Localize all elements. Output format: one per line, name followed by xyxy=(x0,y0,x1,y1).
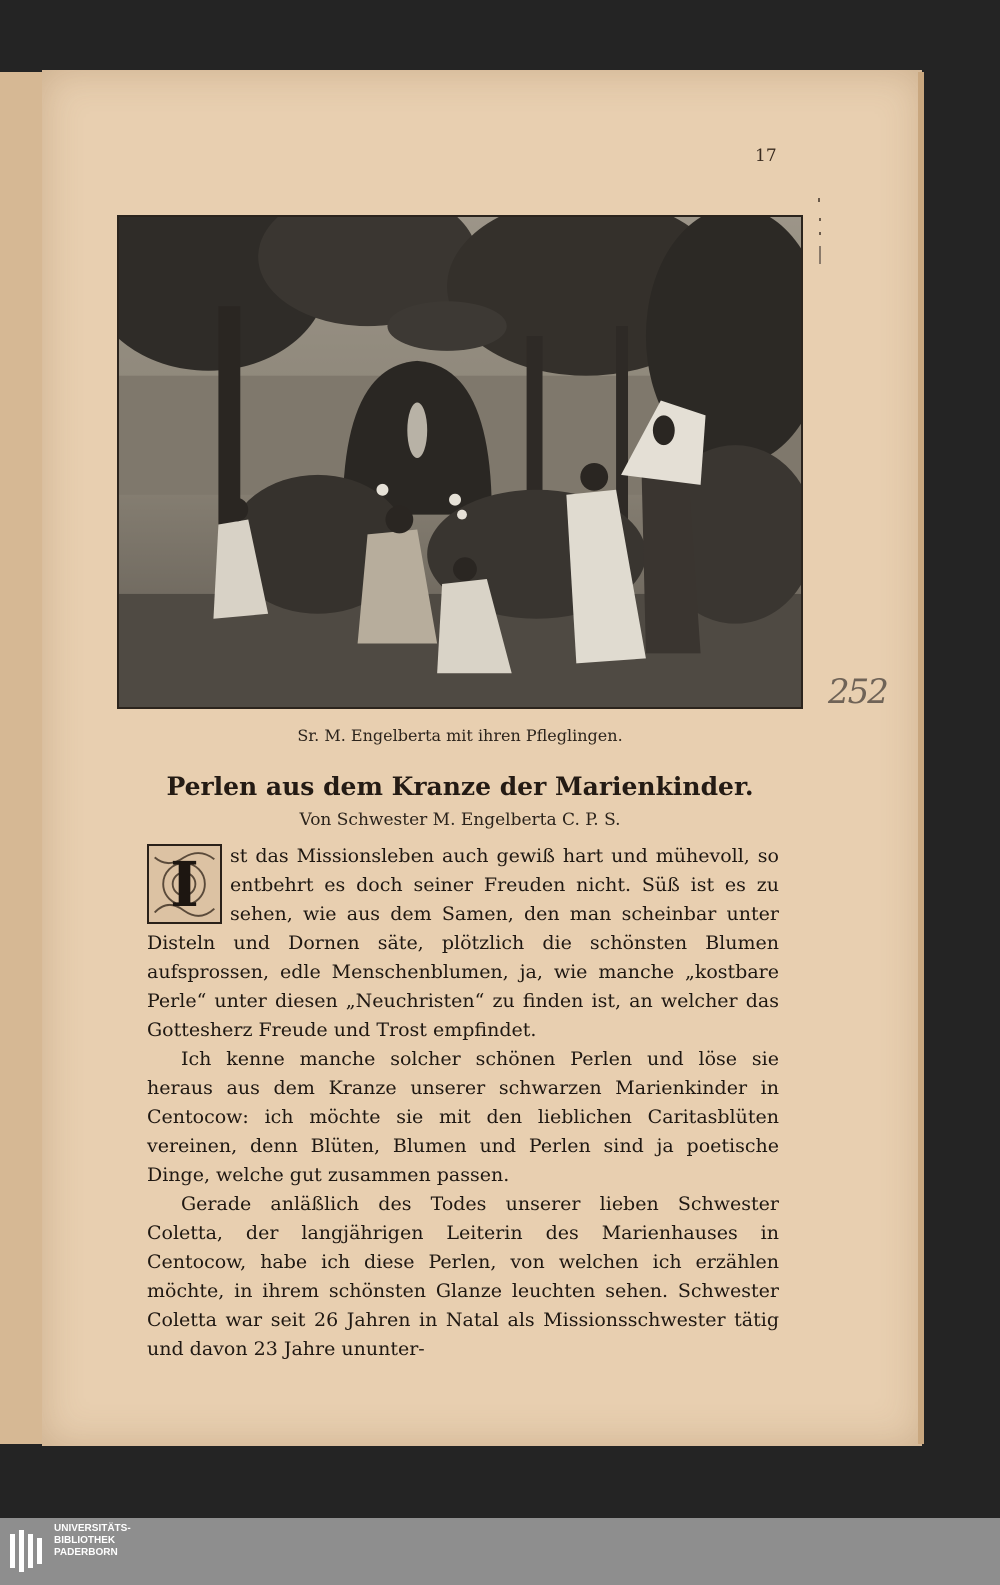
logo-line: UNIVERSITÄTS- xyxy=(54,1523,131,1534)
article-title: Perlen aus dem Kranze der Marienkinder. xyxy=(166,772,754,801)
ornamental-drop-cap xyxy=(147,844,222,924)
article-paragraph: Gerade anläßlich des Todes unserer lieben Schwester Coletta, der langjährigen Leiterin des Marienhauses in Centocow, habe ich diese Perlen, von welchen ich erzählen möchte, in ihrem schönsten Glanze leuchten sehen. Schwester Coletta war seit 26 Jahren in Natal als Missionsschwester tätig und davon 23 Jahre ununter- xyxy=(147,1193,779,1360)
handwritten-number: 252 xyxy=(828,672,887,712)
photograph-grotto-scene xyxy=(117,215,803,709)
footer-bar xyxy=(0,1518,1000,1585)
article-paragraph: st das Missionsleben auch gewiß hart und mühevoll, so entbehrt es doch seiner Freuden nicht. Süß ist es zu sehen, wie aus dem Samen, den man scheinbar unter Disteln und Dornen säte, plötzlich die schönsten Blumen aufsprossen, edle Menschenblumen, ja, wie manche „kostbare Perle“ unter diesen „Neuchristen“ zu finden ist, an welcher das Gottesherz Freude und Trost empfindet. xyxy=(147,845,779,1041)
drop-cap-letter: I xyxy=(169,848,199,921)
logo-line: PADERBORN xyxy=(54,1547,118,1558)
logo-line: BIBLIOTHEK xyxy=(54,1535,116,1546)
margin-marks xyxy=(818,198,822,264)
article-paragraph: Ich kenne manche solcher schönen Perlen und löse sie heraus aus dem Kranze unserer schwarzen Marienkinder in Centocow: ich möchte sie mit den lieblichen Caritasblüten vereinen, denn Blüten, Blumen und Perlen sind ja poetische Dinge, welche gut zusammen passen. xyxy=(147,1048,779,1186)
page-number: 17 xyxy=(755,146,777,166)
article-byline: Von Schwester M. Engelberta C. P. S. xyxy=(299,810,621,830)
library-logo-text xyxy=(54,1523,214,1559)
library-logo-icon xyxy=(8,1528,48,1574)
photo-caption: Sr. M. Engelberta mit ihren Pfleglingen. xyxy=(297,726,623,745)
article-body xyxy=(147,842,779,1364)
page-edge xyxy=(918,72,924,1444)
